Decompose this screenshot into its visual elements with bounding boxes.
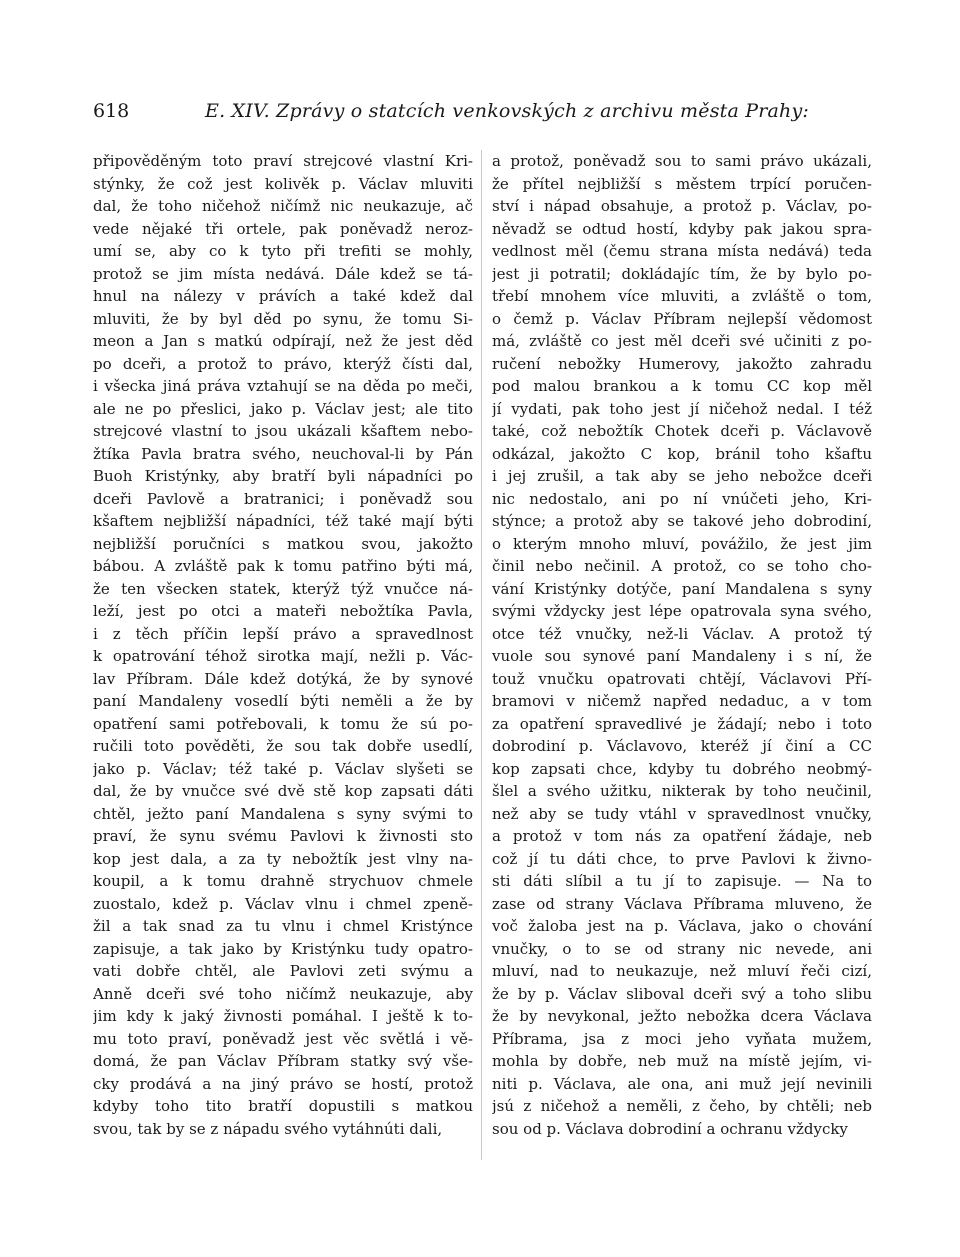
text-line: že přítel nejbližší s městem trpící poručen- [492,174,872,193]
running-head: E. XIV. Zprávy o statcích venkovských z archivu města Prahy: [205,100,810,122]
text-line: žtíka Pavla bratra svého, neuchoval-li by Pán [93,444,473,463]
text-line: o kterým mnoho mluví, povážilo, že jest jim [492,534,872,553]
text-line: Anně dceři své toho ničímž neukazuje, aby [93,984,473,1003]
text-line: i všecka jiná práva vztahují se na děda po meči, [93,377,473,395]
text-line: dceři Pavlově a bratranici; i poněvadž sou [93,489,473,508]
text-line: jsú z ničehož a neměli, z čeho, by chtěli; neb [492,1097,872,1115]
text-line: zapisuje, a tak jako by Kristýnku tudy opatro- [93,939,473,958]
text-line: Příbrama, jsa z moci jeho vyňata mužem, [492,1029,872,1048]
text-line: kdyby toho tito bratří dopustili s matkou [93,1097,473,1115]
text-line: vede nějaké tři ortele, pak poněvadž neroz- [93,219,473,238]
text-line: lav Příbram. Dále kdež dotýká, že by synové [93,669,473,688]
right-text-column [492,150,872,1140]
left-text-column [93,150,473,1140]
text-line: o čemž p. Václav Příbram nejlepší vědomost [492,309,872,328]
text-line: má, zvláště co jest měl dceři své učiniti z po- [492,332,872,350]
text-line: svými vždycky jest lépe opatrovala syna svého, [492,602,872,620]
text-line: než aby se tudy vtáhl v spravedlnost vnučky, [492,804,872,823]
text-line: žil a tak snad za tu vlnu i chmel Kristýnce [93,917,473,935]
text-line: že by nevykonal, ježto nebožka dcera Václava [492,1007,872,1025]
text-line: nic nedostalo, ani po ní vnúčeti jeho, Kri- [492,489,872,508]
text-line: dal, že by vnučce své dvě stě kop zapsati dáti [93,782,473,800]
text-line: praví, že synu svému Pavlovi k živnosti sto [93,827,473,845]
text-line: i jej zrušil, a tak aby se jeho nebožce dceři [492,467,872,485]
text-line: vnučky, o to se od strany nic nevede, ani [492,939,872,958]
text-line: což jí tu dáti chce, to prve Pavlovi k živno- [492,849,872,868]
text-line: niti p. Václava, ale ona, ani muž její nevinili [492,1074,872,1093]
text-line: nejbližší poručníci s matkou svou, jakožto [93,534,473,553]
text-line: jí vydati, pak toho jest jí ničehož nedal. I též [492,399,872,418]
text-line: svou, tak by se z nápadu svého vytáhnúti dali, [93,1119,443,1138]
text-line: a protož, poněvadž sou to sami právo ukázali, [492,152,872,170]
text-line: ale ne po přeslici, jako p. Václav jest; ale tito [93,399,473,418]
text-line: kop jest dala, a za ty nebožtík jest vlny na- [93,849,473,868]
column-divider [481,150,482,1160]
text-line: stýnky, že což jest kolivěk p. Václav mluviti [93,174,473,193]
text-line: chtěl, ježto paní Mandalena s syny svými to [93,804,473,823]
text-line: meon a Jan s matkú odpírají, než že jest děd [93,332,473,350]
text-line: také, což nebožtík Chotek dceři p. Václavově [492,422,872,440]
text-line: mluviti, že by byl děd po synu, že tomu Si- [93,309,473,328]
text-line: cky prodává a na jiný právo se hostí, protož [93,1074,473,1093]
text-line: voč žaloba jest na p. Václava, jako o chování [492,917,872,935]
text-line: strejcové vlastní to jsou ukázali kšaftem nebo- [93,422,473,440]
text-line: vati dobře chtěl, ale Pavlovi zeti svýmu a [93,962,473,980]
text-line: kop zapsati chce, kdyby tu dobrého neobmý- [492,759,872,778]
text-line: i z těch příčin lepší právo a spravedlnost [93,624,473,643]
text-line: touž vnučku opatrovati chtějí, Václavovi Pří- [492,669,872,688]
text-line: koupil, a k tomu drahně strychuov chmele [93,872,473,890]
text-line: paní Mandaleny vosedlí býti neměli a že by [93,692,473,710]
text-line: vedlnost měl (čemu strana místa nedává) teda [492,242,872,260]
text-line: šlel a svého užitku, nikterak by toho neučinil, [492,782,872,800]
text-line: vání Kristýnky dotýče, paní Mandalena s syny [492,579,872,598]
text-line: hnul na nálezy v právích a také kdež dal [93,287,473,305]
text-line: sti dáti slíbil a tu jí to zapisuje. — Na to [492,872,872,890]
text-line: zase od strany Václava Příbrama mluveno, že [492,894,872,913]
text-line: činil nebo nečinil. A protož, co se toho cho- [492,557,872,575]
text-line: otce též vnučky, než-li Václav. A protož tý [492,624,872,643]
text-line: k opatrování téhož sirotka mají, nežli p. Vác- [93,647,473,665]
text-line: bábou. A zvláště pak k tomu patřino býti má, [93,557,473,575]
text-line: za opatření spravedlivé je žádají; nebo i toto [492,714,872,733]
text-line: protož se jim místa nedává. Dále kdež se tá- [93,264,473,283]
text-line: že ten všecken statek, kterýž týž vnučce ná- [93,579,473,598]
page-number: 618 [93,100,130,122]
text-line: jako p. Václav; též také p. Václav slyšeti se [93,759,473,778]
text-line: a protož v tom nás za opatření žádaje, neb [492,827,872,845]
text-line: umí se, aby co k tyto při trefiti se mohly, [93,242,473,260]
text-line: připověděným toto praví strejcové vlastní Kri- [93,152,473,170]
text-line: po dceři, a protož to právo, kterýž čísti dal, [93,354,473,373]
text-line: leží, jest po otci a mateři nebožtíka Pavla, [93,602,473,620]
text-line: dal, že toho ničehož ničímž nic neukazuje, ač [93,197,473,215]
text-line: dobrodiní p. Václavovo, kteréž jí činí a CC [492,737,872,755]
text-line: opatření sami potřebovali, k tomu že sú po- [93,714,473,733]
text-line: ručili toto pověděti, že sou tak dobře usedlí, [93,737,473,755]
text-line: kšaftem nejbližší nápadníci, též také mají býti [93,512,473,530]
text-line: ství i nápad obsahuje, a protož p. Václav, po- [492,197,872,215]
text-line: odkázal, jakožto C kop, bránil toho kšaftu [492,444,872,463]
text-line: bramovi v ničemž napřed nedaduc, a v tom [492,692,872,710]
page-header [93,100,873,130]
text-line: mohla by dobře, neb muž na místě jejím, vi- [492,1052,872,1070]
text-line: stýnce; a protož aby se takové jeho dobrodiní, [492,512,872,530]
text-line: sou od p. Václava dobrodiní a ochranu vždycky [492,1119,848,1138]
text-line: domá, že pan Václav Příbram statky svý vše- [93,1052,473,1070]
text-line: vuole sou synové paní Mandaleny i s ní, že [492,647,872,665]
text-line: jest ji potratil; dokládajíc tím, že by bylo po- [492,264,872,283]
text-line: ručení nebožky Humerovy, jakožto zahradu [492,354,872,373]
text-line: třebí mnohem více mluviti, a zvláště o tom, [492,287,872,305]
text-line: mluví, nad to neukazuje, než mluví řeči cizí, [492,962,872,980]
text-line: mu toto praví, poněvadž jest věc světlá i vě- [93,1029,473,1048]
text-line: pod malou brankou a k tomu CC kop měl [492,377,872,395]
text-line: zuostalo, kdež p. Václav vlnu i chmel zpeně- [93,894,473,913]
text-line: Buoh Kristýnky, aby bratří byli nápadníci po [93,467,473,485]
text-line: něvadž se odtud hostí, kdyby pak jakou spra- [492,219,872,238]
text-line: jim kdy k jaký živnosti pomáhal. I ještě k to- [93,1007,473,1025]
text-line: že by p. Václav sliboval dceři svý a toho slibu [492,984,872,1003]
